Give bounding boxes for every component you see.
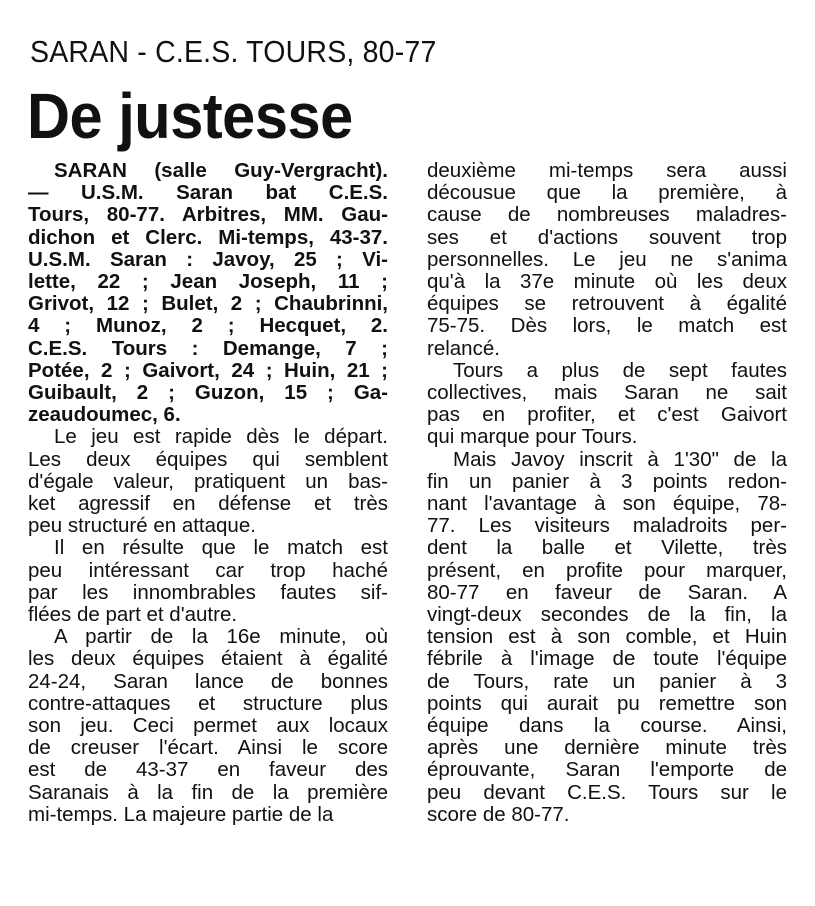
text-line: par les innombrables fautes sif- — [28, 580, 388, 604]
text-line: Tours a plus de sept fautes — [453, 358, 787, 382]
text-line: 80-77 en faveur de Saran. A — [427, 580, 787, 604]
text-line: zeaudoumec, 6. — [28, 403, 181, 427]
text-line: Tours, 80-77. Arbitres, MM. Gau- — [28, 203, 388, 227]
text-line: C.E.S. Tours : Demange, 7 ; — [28, 336, 388, 360]
text-line: Le jeu est rapide dès le départ. — [54, 425, 388, 449]
text-line: points qui aurait pu remettre son — [427, 691, 787, 715]
text-line: lette, 22 ; Jean Joseph, 11 ; — [28, 270, 388, 294]
article-paragraph — [427, 160, 787, 360]
text-line: SARAN (salle Guy-Vergracht). — [54, 159, 388, 182]
text-line: qu'à la 37e minute où les deux — [427, 270, 787, 294]
text-line: peu intéressant car trop haché — [28, 558, 388, 582]
text-line: contre-attaques et structure plus — [28, 691, 388, 715]
text-line: d'égale valeur, pratiquent un bas- — [28, 469, 388, 493]
text-line: de creuser l'écart. Ainsi le score — [28, 736, 388, 760]
text-line: qui marque pour Tours. — [427, 425, 638, 449]
text-line: Grivot, 12 ; Bulet, 2 ; Chaubrinni, — [28, 292, 388, 316]
text-line: Les deux équipes qui semblent — [28, 447, 388, 471]
text-line: cause de nombreuses maladres- — [427, 203, 787, 227]
text-line: après une dernière minute très — [427, 736, 787, 760]
text-line: Il en résulte que le match est — [54, 536, 388, 560]
text-line: équipes se retrouvent à égalité — [427, 292, 787, 316]
text-line: mi-temps. La majeure partie de la — [28, 802, 334, 826]
article-column-left — [28, 160, 388, 826]
text-line: décousue que la première, à — [427, 181, 787, 205]
text-line: ket agressif en défense et très — [28, 492, 388, 516]
article-paragraph — [28, 626, 388, 826]
text-line: — U.S.M. Saran bat C.E.S. — [28, 181, 388, 205]
text-line: dent la balle et Vilette, très — [427, 536, 787, 560]
article-paragraph — [427, 360, 787, 449]
article-paragraph — [28, 537, 388, 626]
text-line: pas en profiter, et c'est Gaivort — [427, 403, 787, 427]
text-line: est de 43-37 en faveur des — [28, 758, 388, 782]
text-line: Potée, 2 ; Gaivort, 24 ; Huin, 21 ; — [28, 358, 388, 382]
text-line: Mais Javoy inscrit à 1'30" de la — [453, 447, 787, 471]
text-line: nant l'avantage à son équipe, 78- — [427, 492, 787, 516]
text-line: présent, en profite pour marquer, — [427, 558, 787, 582]
text-line: 4 ; Munoz, 2 ; Hecquet, 2. — [28, 314, 388, 338]
text-line: dichon et Clerc. Mi-temps, 43-37. — [28, 225, 388, 249]
text-line: équipe dans la course. Ainsi, — [427, 714, 787, 738]
text-line: peu devant C.E.S. Tours sur le — [427, 780, 787, 804]
text-line: tension est à son comble, et Huin — [427, 625, 787, 649]
text-line: ses et d'actions souvent trop — [427, 225, 787, 249]
text-line: 75-75. Dès lors, le match est — [427, 314, 787, 338]
text-line: éprouvante, Saran l'emporte de — [427, 758, 787, 782]
text-line: 24-24, Saran lance de bonnes — [28, 669, 388, 693]
article-column-right — [427, 160, 787, 826]
text-line: fébrile à l'image de toute l'équipe — [427, 647, 787, 671]
text-line: personnelles. Le jeu ne s'anima — [427, 247, 787, 271]
text-line: vingt-deux secondes de la fin, la — [427, 603, 787, 627]
kicker: SARAN - C.E.S. TOURS, 80-77 — [30, 34, 437, 69]
text-line: flées de part et d'autre. — [28, 603, 238, 627]
text-line: relancé. — [427, 336, 500, 360]
text-line: A partir de la 16e minute, où — [54, 625, 388, 649]
text-line: U.S.M. Saran : Javoy, 25 ; Vi- — [28, 247, 388, 271]
text-line: 77. Les visiteurs maladroits per- — [427, 514, 787, 538]
text-line: son jeu. Ceci permet aux locaux — [28, 714, 388, 738]
article-paragraph — [28, 160, 388, 426]
text-line: les deux équipes étaient à égalité — [28, 647, 388, 671]
headline: De justesse — [27, 80, 353, 152]
text-line: peu structuré en attaque. — [28, 514, 256, 538]
text-line: collectives, mais Saran ne sait — [427, 381, 787, 405]
text-line: deuxième mi-temps sera aussi — [427, 159, 787, 182]
text-line: Guibault, 2 ; Guzon, 15 ; Ga- — [28, 381, 388, 405]
text-line: de Tours, rate un panier à 3 — [427, 669, 787, 693]
article-paragraph — [427, 449, 787, 826]
article-paragraph — [28, 426, 388, 537]
text-line: fin un panier à 3 points redon- — [427, 469, 787, 493]
text-line: score de 80-77. — [427, 802, 570, 826]
text-line: Saranais à la fin de la première — [28, 780, 388, 804]
